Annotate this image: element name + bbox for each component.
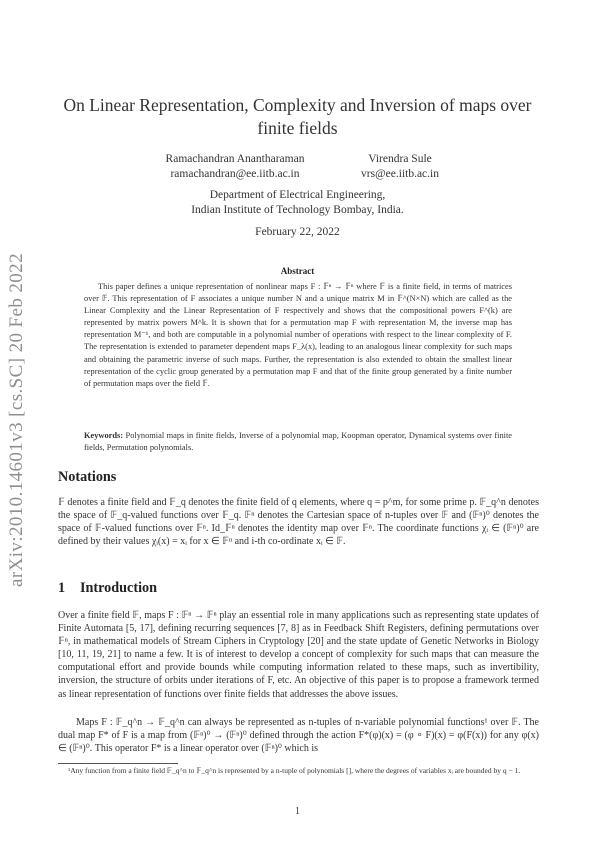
section-number: 1 <box>58 580 66 596</box>
section-heading-introduction <box>58 580 157 597</box>
keywords <box>84 430 512 454</box>
affiliation <box>0 188 595 218</box>
footnote: ¹Any function from a finite field 𝔽_q^n to 𝔽_q^n is represented by a n-tuple of polynomials [], where the degrees of variables xᵢ are bounded by q − 1. <box>68 766 521 775</box>
paper-title: On Linear Representation, Complexity and Inversion of maps over finite fields <box>63 95 532 138</box>
keywords-text: Polynomial maps in finite fields, Inverse of a polynomial map, Koopman operator, Dynamical systems over finite fields, Permutation polynomials. <box>84 431 512 453</box>
author-1-email: ramachandran@ee.iitb.ac.in <box>170 168 300 180</box>
affiliation-line-1: Department of Electrical Engineering, <box>209 189 386 201</box>
author-1 <box>140 152 330 182</box>
notations-paragraph: 𝔽 denotes a finite field and 𝔽_q denotes the finite field of q elements, where q = p^m, for some prime p. 𝔽_q^n denotes the space of 𝔽_q-valued functions over 𝔽_q. 𝔽ⁿ denotes the Cartesian space of n-tuples over 𝔽 and (𝔽ⁿ)⁰ denotes the space of 𝔽-valued functions over 𝔽ⁿ. Id_𝔽ⁿ denotes the identity map over 𝔽ⁿ. The coordinate functions χᵢ ∈ (𝔽ⁿ)⁰ are defined by their values χᵢ(x) = xᵢ for x ∈ 𝔽ⁿ and i-th co-ordinate xᵢ ∈ 𝔽. <box>58 497 539 548</box>
abstract-text: This paper defines a unique representation of nonlinear maps F : 𝔽ⁿ → 𝔽ⁿ where 𝔽 is a finite field, in terms of matrices over 𝔽. This representation of F associates a unique number N and a unique matrix M in 𝔽^(N×N) which are called as the Linear Complexity and the Linear Representation of F respectively and shows that the compositional powers F^(k) are represented by matrix powers M^k. It is shown that for a permutation map F with representation M, the inverse map has representation M⁻¹, and both are computable in a polynomial number of operations with respect to the linear complexity of F. The representation is extended to parameter dependent maps F_λ(x), leading to an analogous linear complexity for such maps and obtaining the parametric inverse of such maps. Further, the representation is also extended to obtain the smallest linear representation of the cyclic group generated by a permutation map F and that of the finite group generated by a finite number of permutation maps over the field 𝔽. <box>84 282 512 388</box>
author-1-name: Ramachandran Anantharaman <box>165 153 305 165</box>
footnote-rule <box>58 763 178 764</box>
arxiv-identifier <box>0 240 34 600</box>
introduction-paragraph-2: Maps F : 𝔽_q^n → 𝔽_q^n can always be represented as n-tuples of n-variable polynomial functions¹ over 𝔽. The dual map F* of F is a map from (𝔽ⁿ)⁰ → (𝔽ⁿ)⁰ defined through the action F*(φ)(x) = (φ ∘ F)(x) = φ(F(x)) for any φ(x) ∈ (𝔽ⁿ)⁰. This operator F* is a linear operator over (𝔽ⁿ)⁰ which is <box>58 717 539 755</box>
section-title: Introduction <box>80 580 157 596</box>
author-2-name: Virendra Sule <box>368 153 432 165</box>
section-heading-notations: Notations <box>58 469 117 485</box>
affiliation-line-2: Indian Institute of Technology Bombay, India. <box>191 204 404 216</box>
page-number: 1 <box>295 806 300 817</box>
author-2-email: vrs@ee.iitb.ac.in <box>361 168 439 180</box>
arxiv-identifier-text: arXiv:2010.14601v3 [cs.SC] 20 Feb 2022 <box>6 253 27 587</box>
abstract-heading: Abstract <box>280 266 315 276</box>
author-2 <box>345 152 455 182</box>
keywords-label: Keywords: <box>84 431 124 440</box>
introduction-paragraph-1: Over a finite field 𝔽, maps F : 𝔽ⁿ → 𝔽ⁿ play an essential role in many applications such as representing state updates of Finite Automata [5, 17], defining recurring sequences [7, 8] as in Feedback Shift Registers, defining permutations over 𝔽ⁿ, in mathematical models of Stream Ciphers in Cryptology [20] and the state update of Genetic Networks in Biology [10, 11, 19, 21] to name a few. It is of interest to develop a concept of complexity for such maps that can measure the computational effort and provide bounds while computing information related to these maps, such as invertibility, inversion, the structure of orbits under iterations of F, etc. An objective of this paper is to propose a framework termed as linear representation of functions over finite fields that addresses the above issues. <box>58 610 539 700</box>
paper-date: February 22, 2022 <box>255 226 340 238</box>
